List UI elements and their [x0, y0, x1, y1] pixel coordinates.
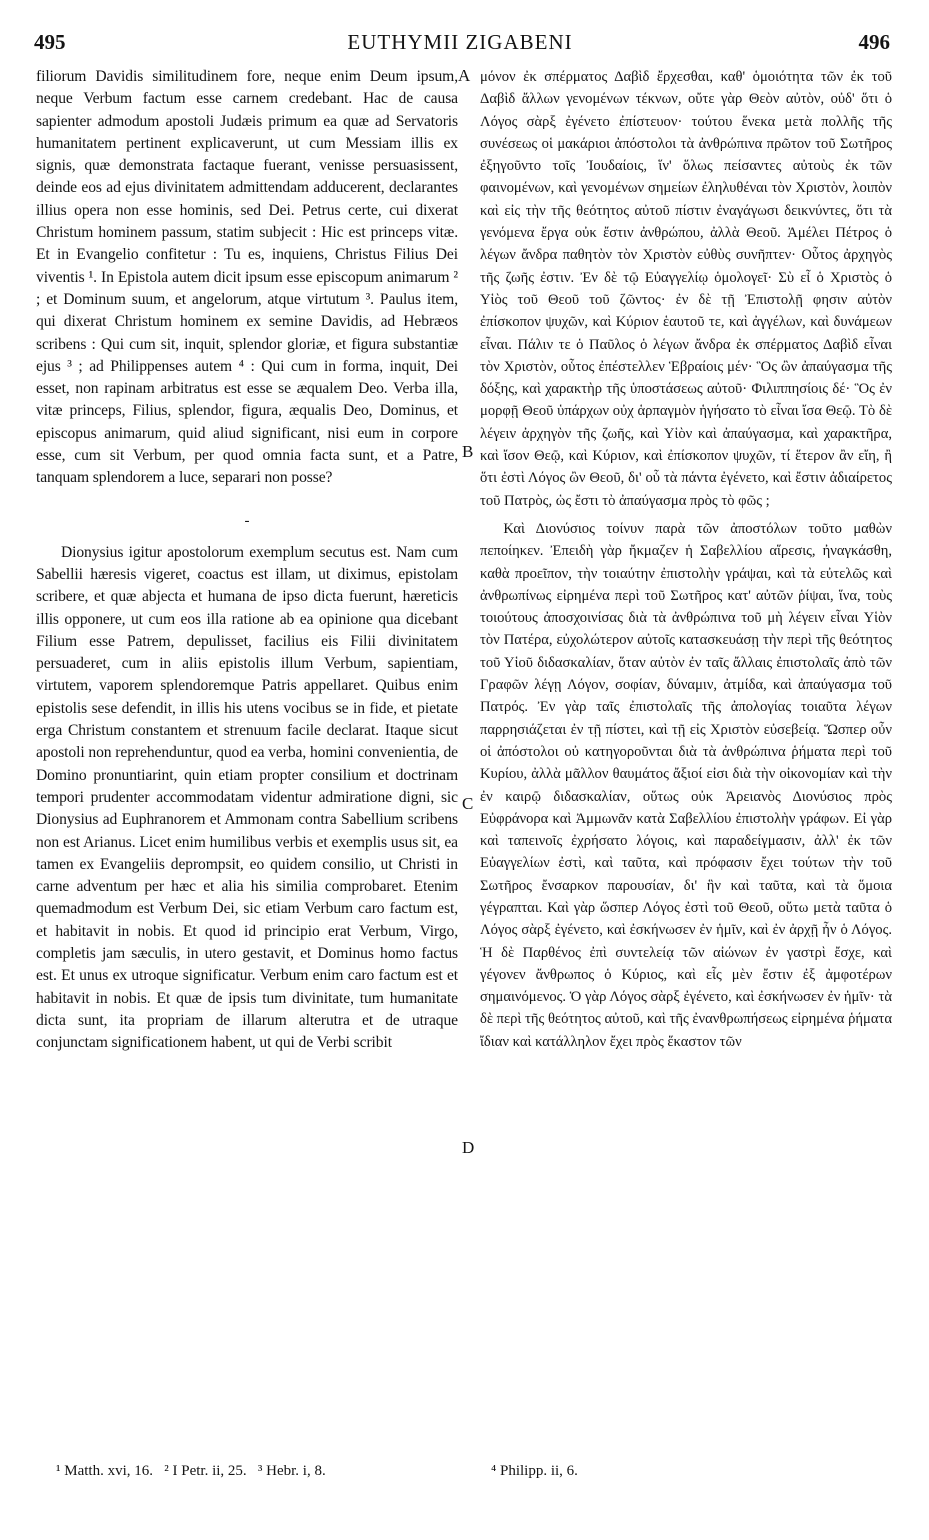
column-marker-a: A	[458, 66, 471, 85]
latin-paragraph-1: filiorum Davidis similitudinem fore, neque enim Deum ipsum, neque Verbum factum esse carnem credebant. Hac de causa sapienter admodum apostoli Judæis primum ea quæ ad Servatoris humanitatem pertinent explicaverunt, ut cum Messiam illis ex signis, quæ demonstrata factaque fuerant, venisse persuasissent, deinde eos ad ejus divinitatem admittendam adducerent, declarantes illius opera non esse hominis, sed Dei. Petrus certe, cui dixerat Christum hominem passum, statim subjecit : Hic est princeps vitæ. Et in Evangelio confitetur : Tu es, inquiens, Christus Filius Dei viventis ¹. In Epistola autem dicit ipsum esse episcopum animarum ² ; et Dominum suum, et angelorum, atque virtutum ³. Paulus item, qui dixerat Christum hominem ex semine Davidis, ad Hebræos scribens : Qui cum sit, inquit, splendor gloriæ, et figura substantiæ ejus ³ ; ad Philippenses autem ⁴ : Qui cum in forma, inquit, Dei esset, non rapinam arbitratus est esse se æqualem Deo. Verba illa, vitæ princeps, Filius, splendor, figura, æqualis Deo, Dominus, et episcopus animarum, quid aliud significant, nisi eum in corpore esse, cum sit Verbum, per quod omnia facta sunt, et a Patre, tanquam splendorem a luce, separari non posse?	[36, 68, 458, 487]
page-number-left: 495	[34, 30, 66, 54]
latin-column	[36, 66, 458, 1054]
greek-paragraph-2: Καὶ Διονύσιος τοίνυν παρὰ τῶν ἀποστόλων τοῦτο μαθὼν πεποίηκεν. Ἐπειδὴ γὰρ ἤκμαζεν ἡ Σαβελλίου αἵρεσις, ἠναγκάσθη, καθὰ προεῖπον, τὴν τοιαύτην ἐπιστολὴν γράψαι, καὶ τὰ εὐτελῶς καὶ ἀνθρωπίνως εἰρημένα περὶ τοῦ Σωτῆρος κατ' αὐτῶν ῥίψαι, ἵνα, τοὺς τοιούτους ἀποσχοινίσας διὰ τὰ ἀνθρώπινα τοῦ μὴ λέγειν εἶναι Υἱὸν τὸν Πατέρα, εὐχολώτερον αὐτοῖς κατασκευάσῃ τὴν περὶ τῆς θεότητος τοῦ Υἱοῦ διδασκαλίαν, ὅταν αὐτὸν ἐν ταῖς ἄλλαις ἐπιστολαῖς ἀπὸ τῶν Γραφῶν λέγῃ Λόγον, σοφίαν, δύναμιν, ἀτμίδα, καὶ ἀπαύγασμα τοῦ Πατρός. Ἐν γὰρ ταῖς ἐπιστολαῖς τῆς ἀπολογίας τοιαῦτα λέγων παρρησιάζεται ἐν τῇ πίστει, καὶ τῇ εἰς Χριστὸν εὐσεβείᾳ. Ὥσπερ οὖν οἱ ἀπόστολοι οὐ κατηγοροῦνται διὰ τὰ ἀνθρώπινα ῥήματα περὶ τοῦ Κυρίου, ἀλλὰ μᾶλλον θαυμάτος ἄξιοί εἰσι διὰ τὴν οἰκονομίαν καὶ τὴν ἐν καιρῷ διδασκαλίαν, οὕτως οὐκ Ἀρειανὸς Διονύσιος πρὸς Εὐφράνορα καὶ Ἀμμωνᾶν κατὰ Σαβελλίου ἐπιστολὴν γράφων. Εἰ γὰρ καὶ ταπεινοῖς ἐχρήσατο λόγοις, καὶ παραδείγμασιν, ἀλλ' ἐκ τῶν Εὐαγγελίων ἐστὶ, καὶ ταῦτα, καὶ πρόφασιν ἔχει τούτων τὴν τοῦ Σωτῆρος ἔνσαρκον παρουσίαν, δι' ἣν καὶ ταῦτα, καὶ τὰ ὅμοια γέγραπται. Καὶ γὰρ ὥσπερ Λόγος ἐστὶ τοῦ Θεοῦ, οὕτω μετὰ ταῦτα ὁ Λόγος σὰρξ ἐγένετο, καὶ ἐσκήνωσεν ἐν ἡμῖν, καὶ ἐν ἀρχῇ ἦν ὁ Λόγος. Ἡ δὲ Παρθένος ἐπὶ συντελείᾳ τῶν αἰώνων ἐν γαστρὶ ἔσχε, καὶ γέγονεν ἄνθρωπος ὁ Κύριος, καὶ εἷς μὲν ἔστιν ἐξ ἀμφοτέρων σημαινόμενος. Ὁ γὰρ Λόγος σὰρξ ἐγένετο, καὶ ἐσκήνωσεν ἐν ἡμῖν· τὰ δὲ περὶ τῆς θεότητος αὐτοῦ, καὶ τῆς ἐνανθρωπήσεως εἰρημένα ῥήματα ἴδιαν καὶ κατάλληλον ἔχει πρὸς ἕκαστον τῶν	[480, 520, 892, 1050]
greek-paragraph-1: μόνον ἐκ σπέρματος Δαβὶδ ἔρχεσθαι, καθ' ὁμοιότητα τῶν ἐκ τοῦ Δαβὶδ ἄλλων γενομένων τέκνων, οὔτε γὰρ Θεὸν αὐτὸν, οὐδ' ὅτι ὁ Λόγος σὰρξ ἐγένετο ἐπίστευον· τούτου ἕνεκα μετὰ πολλῆς τῆς συνέσεως οἱ μακάριοι ἀπόστολοι τὰ ἀνθρώπινα πρῶτον τοῦ Σωτῆρος ἐξηγοῦντο τοῖς Ἰουδαίοις, ἵν' ὅλως πείσαντες αὐτοὺς ἐκ τῶν φαινομένων, καὶ γενομένων σημείων ἐληλυθέναι τὸν Χριστὸν, λοιπὸν καὶ εἰς τὴν τῆς θεότητος αὐτοῦ πίστιν ἐναγάγωσι δεικνύντες, ὅτι τὰ γενόμενα ἔργα οὐκ ἔστιν ἀνθρώπου, ἀλλὰ Θεοῦ. Ἀμέλει Πέτρος ὁ λέγων ἄνδρα παθητὸν τὸν Χριστὸν εὐθὺς συνῆπτεν· Οὗτος ἀρχηγὸς τῆς ζωῆς ἐστιν. Ἐν δὲ τῷ Εὐαγγελίῳ ὁμολογεῖ· Σὺ εἶ ὁ Χριστὸς ὁ Υἱὸς τοῦ Θεοῦ τοῦ ζῶντος· ἐν δὲ τῇ Ἐπιστολῇ φησιν αὐτὸν ἐπίσκοπον ψυχῶν, καὶ Κύριον ἑαυτοῦ τε, καὶ ἀγγέλων, καὶ δυνάμεων εἶναι. Πάλιν τε ὁ Παῦλος ὁ λέγων ἄνδρα ἐκ σπέρματος Δαβὶδ εἶναι τὸν Χριστὸν, οὗτος ἐπέστελλεν Ἑβραίοις μέν· Ὃς ὢν ἀπαύγασμα τῆς δόξης, καὶ χαρακτὴρ τῆς ὑποστάσεως αὐτοῦ· Φιλιππησίοις δέ· Ὃς ἐν μορφῇ Θεοῦ ὑπάρχων οὐχ ἁρπαγμὸν ἡγήσατο τὸ εἶναι ἴσα Θεῷ. Τὸ δὲ λέγειν ἀρχηγὸν τῆς ζωῆς, καὶ Υἱὸν καὶ ἀπαύγασμα, καὶ χαρακτῆρα, καὶ ἴσον Θεῷ, καὶ Κύριον, καὶ ἐπίσκοπον ψυχῶν, τί ἕτερον ἂν εἴη, ἢ ὅτι ἐστὶ Λόγος ὢν Θεοῦ, δι' οὗ τὰ πάντα ἐγένετο, καὶ ἔστιν ἀδιαίρετος τοῦ Πατρὸς, ὡς ἔστι τὸ ἀπαύγασμα πρὸς τὸ φῶς ;	[480, 69, 892, 509]
running-title: EUTHYMII ZIGABENI	[347, 30, 573, 54]
footnote-greek: ⁴ Philipp. ii, 6.	[491, 1463, 578, 1479]
latin-paragraph-2: Dionysius igitur apostolorum exemplum secutus est. Nam cum Sabellii hæresis vigeret, coactus est illam, ut diximus, epistolam scribere, et quæ abjecta et humana de ipso dicta fuerunt, hæreticis illis opponere, ut cum eos illa ratione ab ea opinione qua dicebant Filium esse Patrem, depulisset, facilius eis Filii divinitatem persuaderet, cum in aliis epistolis illum Verbum, sapientiam, virtutem, vaporem splendoremque Patris appellaret. Quibus enim epistolis sese defendit, in illis his utens vocibus se in fide, et pietate erga Christum constantem et strenuum facile declarat. Itaque sicut apostoli non reprehenduntur, quod ea verba, homini convenientia, de Domino pronuntiarint, quin etiam propter consilium et doctrinam tempori prudenter accommodatam videntur admiratione digni, sic Dionysius ad Euphranorem et Ammonam contra Sabellium scribens non est Arianus. Licet enim humilibus verbis et exemplis usus sit, ea tamen ex Evangeliis deprompsit, eo quidem consilio, ut Christi in carne adventum per hæc et alia his similia comprobaret. Etenim quemadmodum est Verbum Dei, sic etiam Verbum caro factum est, et habitavit in nobis. Et quod id principio erat Verbum, Virgo, completis jam sæculis, in utero gestavit, et Dominus homo factus est. Et unus ex utroque significatur. Verbum enim caro factum est et habitavit in nobis. Et quæ de ipsis tum divinitate, tum humanitate dicta sunt, ita propriam de illarum alterutra et de utraque conjunctam significationem habent, ut qui de Verbi scribit	[36, 543, 458, 1052]
footnotes	[36, 1463, 896, 1487]
column-marker-c: C	[462, 794, 474, 813]
greek-column	[480, 66, 892, 1053]
running-header	[30, 30, 890, 60]
column-marker-b: B	[462, 442, 474, 461]
footnote-latin: ¹ Matth. xvi, 16. ² I Petr. ii, 25. ³ Hebr. i, 8.	[56, 1463, 326, 1479]
section-dash: -	[244, 512, 250, 529]
column-marker-d: D	[462, 1138, 475, 1157]
page-number-right: 496	[858, 30, 890, 54]
